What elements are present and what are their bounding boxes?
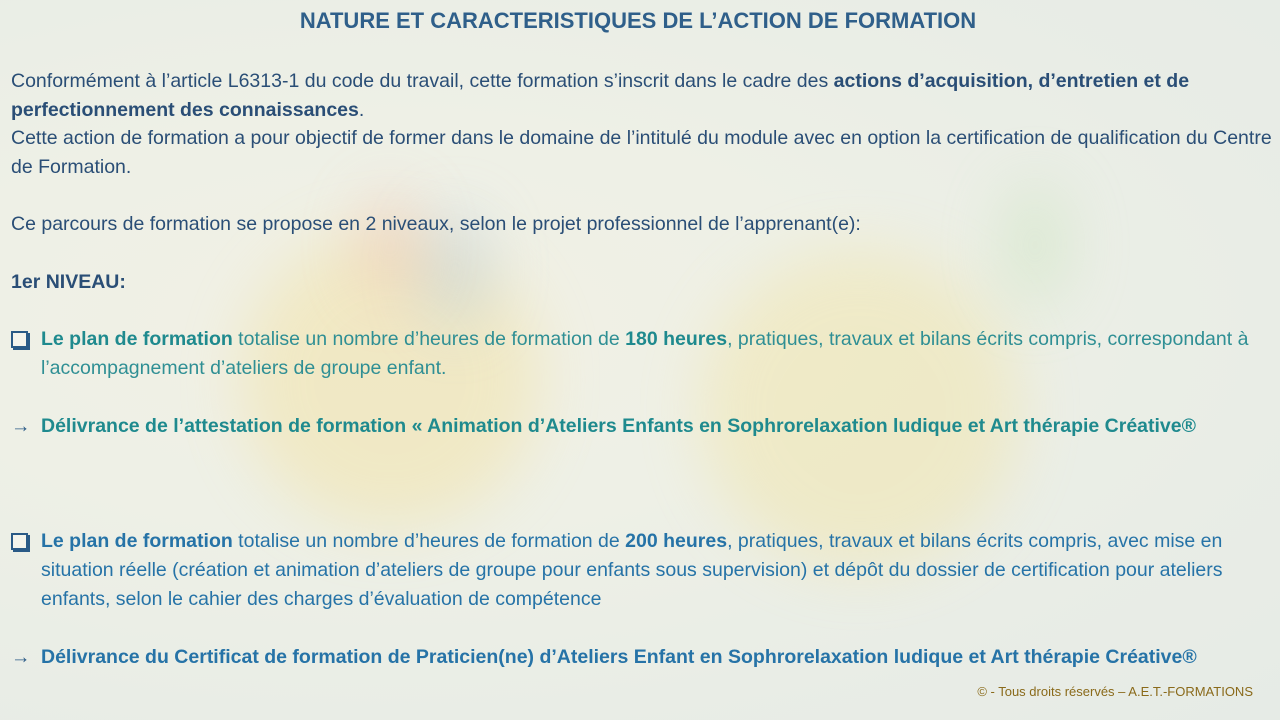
intro-text: Conformément à l’article L6313-1 du code du travail, cette formation s’inscrit dans le cadre des <box>11 70 834 92</box>
plan-label: Le plan de formation <box>41 328 233 350</box>
plan-text-end: , pratiques, travaux et bilans écrits compris, avec mise en situation réelle (création et animation d’ateliers de groupe pour enfants sous supervision) et dépôt du dossier de certification pour ateliers enfants, selon le cahier des charges d’évaluation de compétence <box>41 530 1223 610</box>
level-heading: 1er NIVEAU: <box>11 271 126 293</box>
copyright-footer: © - Tous droits réservés – A.E.T.-FORMATIONS <box>977 684 1253 699</box>
intro-bold-text: actions d’acquisition, d’entretien et de perfectionnement des connaissances <box>11 70 1190 121</box>
intro-paragraph-1 <box>11 67 1273 125</box>
certificate-text: Délivrance du Certificat de formation de Praticien(ne) d’Ateliers Enfant en Sophrorelaxation ludique et Art thérapie Créative® <box>41 646 1197 668</box>
attestation-text: Délivrance de l’attestation de formation « Animation d’Ateliers Enfants en Sophrorelaxation ludique et Art thérapie Créative® <box>41 415 1196 437</box>
intro-paragraph-2: Cette action de formation a pour objectif de former dans le domaine de l’intitulé du module avec en option la certification de qualification du Centre de Formation. <box>11 127 1272 178</box>
plan-hours: 180 heures <box>625 328 728 350</box>
plan-text: totalise un nombre d’heures de formation de <box>232 328 626 350</box>
checkbox-icon <box>11 527 37 559</box>
intro-paragraph-3: Ce parcours de formation se propose en 2 niveaux, selon le projet professionnel de l’apprenant(e): <box>11 213 861 235</box>
plan-item-text <box>41 527 1273 614</box>
plan-item-text <box>41 325 1273 383</box>
plan-text: totalise un nombre d’heures de formation de <box>232 530 626 552</box>
certificate-item-1 <box>11 412 1273 472</box>
intro-period: . <box>358 99 365 121</box>
plan-text-end: , pratiques, travaux et bilans écrits compris, correspondant à l’accompagnement d’ateliers de groupe enfant. <box>41 328 1249 379</box>
plan-item-200 <box>11 527 1273 617</box>
page-title: NATURE ET CARACTERISTIQUES DE L’ACTION DE FORMATION <box>299 8 977 33</box>
checkbox-icon <box>11 325 37 357</box>
plan-label: Le plan de formation <box>41 530 233 552</box>
arrow-right-icon: → <box>11 415 31 437</box>
plan-hours: 200 heures <box>625 530 728 552</box>
plan-item-180 <box>11 325 1273 385</box>
arrow-right-icon: → <box>11 646 31 668</box>
